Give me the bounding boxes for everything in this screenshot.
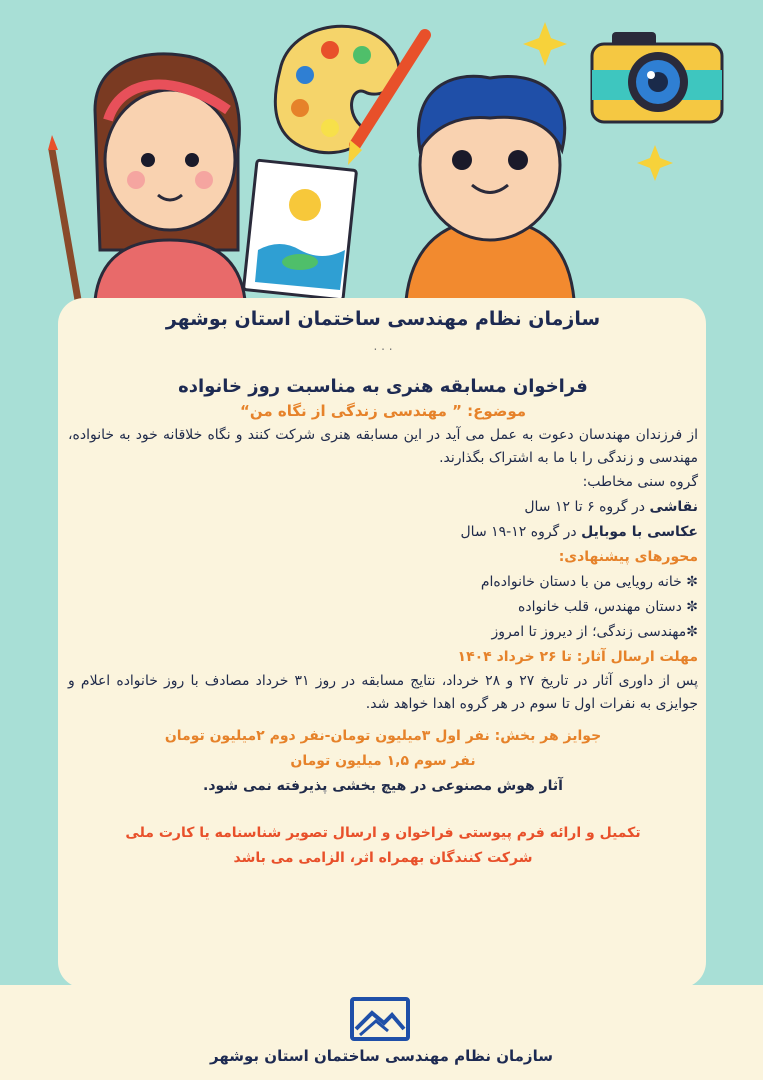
sparkle-icon (523, 22, 567, 66)
separator-dots: . . . (373, 339, 393, 353)
theme-item: ✼مهندسی زندگی؛ از دیروز تا امروز (491, 624, 698, 640)
boy-illustration (405, 76, 575, 320)
drawing-frame-illustration (243, 160, 356, 300)
girl-illustration (48, 54, 245, 320)
palette-icon (275, 26, 425, 165)
requirement-line-2: شرکت کنندگان بهمراه اثر، الزامی می باشد (233, 850, 533, 866)
painting-age: در گروه ۶ تا ۱۲ سال (524, 499, 646, 515)
painting-label: نقاشی (649, 499, 698, 515)
announcement-content (68, 300, 698, 871)
ai-note: آثار هوش مصنوعی در هیچ بخشی پذیرفته نمی شود. (203, 778, 563, 794)
results-paragraph: پس از داوری آثار در تاریخ ۲۷ و ۲۸ خرداد، نتایج مسابقه در روز ۳۱ خرداد مصادف با روز خانواده اعلام و جوایزی به نفرات اول تا سوم در هر گروه اهدا خواهد شد. (68, 673, 698, 712)
camera-icon (592, 32, 722, 122)
sparkle-icon (637, 145, 673, 181)
organization-logo-icon (330, 995, 430, 1043)
page-title: فراخوان مسابقه هنری به مناسبت روز خانواده (178, 376, 588, 397)
audience-label: گروه سنی مخاطب: (582, 474, 698, 490)
photo-group (68, 520, 698, 545)
requirement-line-1: تکمیل و ارائه فرم پیوستی فراخوان و ارسال تصویر شناسنامه یا کارت ملی (125, 825, 641, 841)
deadline: مهلت ارسال آثار: تا ۲۶ خرداد ۱۴۰۴ (457, 649, 698, 665)
footer-organization-name: سازمان نظام مهندسی ساختمان استان بوشهر (210, 1047, 553, 1065)
hero-illustration (0, 0, 763, 320)
prizes-line-2: نفر سوم ۱,۵ میلیون تومان (290, 753, 476, 769)
organization-title: سازمان نظام مهندسی ساختمان استان بوشهر (165, 308, 601, 330)
themes-label: محورهای پیشنهادی: (558, 549, 698, 565)
theme-item: ✼ خانه رویایی من با دستان خانواده‌ام (480, 574, 698, 590)
photo-age: در گروه ۱۲-۱۹ سال (460, 524, 577, 540)
intro-paragraph: از فرزندان مهندسان دعوت به عمل می آید در این مسابقه هنری شرکت کنند و نگاه خلاقانه خود به خانواده، مهندسی و زندگی را با ما به اشتراک بگذارند. (68, 427, 698, 466)
prizes-line-1: جوایز هر بخش: نفر اول ۳میلیون تومان-نفر دوم ۲میلیون تومان (164, 728, 602, 744)
subject-line: موضوع: ” مهندسی زندگی از نگاه من“ (239, 402, 527, 420)
painting-group (68, 495, 698, 520)
photo-label: عکاسی با موبایل (581, 524, 698, 540)
theme-item: ✼ دستان مهندس، قلب خانواده (518, 599, 698, 615)
